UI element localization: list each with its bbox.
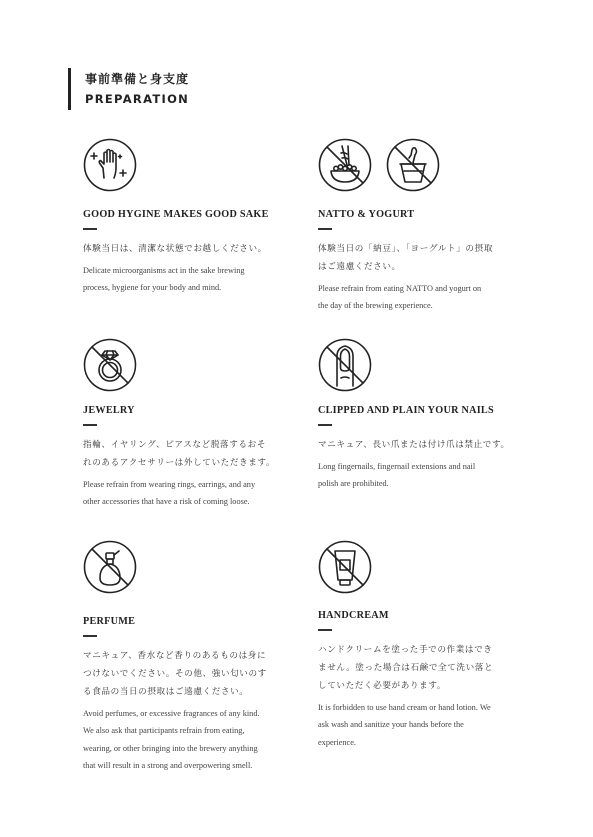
item-icons bbox=[83, 540, 293, 596]
en-line: We also ask that participants refrain from eating, bbox=[83, 726, 245, 735]
jp-line: 指輪、イヤリング、ピアスなど脱落するおそ bbox=[83, 439, 267, 450]
item-jewelry bbox=[83, 338, 288, 511]
divider bbox=[83, 635, 97, 637]
item-icons bbox=[318, 540, 518, 596]
no-yogurt-icon bbox=[386, 138, 440, 192]
item-icons bbox=[318, 338, 518, 394]
item-description-jp bbox=[83, 647, 293, 701]
jp-line: 体験当日の「納豆」、「ヨーグルト」の摂取 bbox=[318, 243, 494, 254]
item-icons bbox=[83, 138, 288, 194]
item-description-jp bbox=[318, 436, 518, 454]
jp-line: マニキュア、香水など香りのあるものは身に bbox=[83, 650, 267, 661]
no-natto-icon bbox=[318, 138, 372, 192]
en-line: Please refrain from wearing rings, earrings, and any bbox=[83, 479, 256, 489]
jp-line: 体験当日は、清潔な状態でお越しください。 bbox=[83, 243, 267, 254]
en-line: other accessories that have a risk of coming loose. bbox=[83, 497, 250, 506]
en-line: Avoid perfumes, or excessive fragrances of any kind. bbox=[83, 708, 260, 718]
item-title: PERFUME bbox=[83, 616, 136, 627]
item-description-en bbox=[83, 476, 288, 511]
item-description-en bbox=[318, 280, 518, 315]
en-line: wearing, or other bringing into the brewery anything bbox=[83, 743, 258, 753]
clean-hand-icon bbox=[83, 138, 137, 192]
section-header bbox=[68, 68, 189, 110]
divider bbox=[83, 424, 97, 426]
en-line: It is forbidden to use hand cream or hand lotion. We bbox=[318, 702, 491, 712]
en-line: Delicate microorganisms act in the sake brewing bbox=[83, 265, 245, 275]
no-perfume-icon bbox=[83, 540, 137, 594]
item-hygiene bbox=[83, 138, 288, 297]
divider bbox=[318, 228, 332, 230]
en-line: polish are prohibited. bbox=[318, 479, 389, 488]
item-title: GOOD HYGINE MAKES GOOD SAKE bbox=[83, 209, 269, 220]
item-icons bbox=[318, 138, 518, 194]
header-title-jp: 事前準備と身支度 bbox=[85, 72, 190, 86]
no-handcream-icon bbox=[318, 540, 372, 594]
item-title: HANDCREAM bbox=[318, 610, 389, 621]
item-perfume bbox=[83, 540, 293, 775]
jp-line: つけないでください。その他、強い匂いのす bbox=[83, 668, 267, 679]
en-line: Please refrain from eating NATTO and yogurt on bbox=[318, 283, 482, 293]
en-line: ask wash and sanitize your hands before the bbox=[318, 720, 464, 729]
item-description-jp bbox=[83, 240, 288, 258]
item-description-en bbox=[83, 262, 288, 297]
item-title: CLIPPED AND PLAIN YOUR NAILS bbox=[318, 405, 494, 416]
item-description-en bbox=[83, 705, 293, 775]
jp-line: ハンドクリームを塗った手での作業はでき bbox=[318, 644, 493, 655]
jp-line: マニキュア、長い爪または付け爪は禁止です。 bbox=[318, 439, 510, 450]
divider bbox=[83, 228, 97, 230]
en-line: the day of the brewing experience. bbox=[318, 301, 433, 310]
en-line: that will result in a strong and overpowering smell. bbox=[83, 761, 253, 770]
item-description-jp bbox=[318, 641, 518, 695]
item-title: NATTO & YOGURT bbox=[318, 209, 415, 220]
jp-line: れのあるアクセサリーは外していただきます。 bbox=[83, 457, 276, 468]
jp-line: はご遠慮ください。 bbox=[318, 261, 401, 272]
no-long-nails-icon bbox=[318, 338, 372, 392]
item-nails bbox=[318, 338, 518, 493]
jp-line: る食品の当日の摂取はご遠慮ください。 bbox=[83, 686, 249, 697]
divider bbox=[318, 629, 332, 631]
item-description-jp bbox=[318, 240, 518, 276]
jp-line: ません。塗った場合は石鹸で全て洗い落と bbox=[318, 662, 494, 673]
no-ring-icon bbox=[83, 338, 137, 392]
en-line: experience. bbox=[318, 737, 357, 747]
item-description-jp bbox=[83, 436, 288, 472]
en-line: process, hygiene for your body and mind. bbox=[83, 283, 222, 292]
en-line: Long fingernails, fingernail extensions and nail bbox=[318, 461, 476, 471]
item-natto-yogurt bbox=[318, 138, 518, 315]
item-description-en bbox=[318, 699, 518, 752]
header-title-en: PREPARATION bbox=[85, 92, 190, 106]
item-title: JEWELRY bbox=[83, 405, 135, 416]
item-handcream bbox=[318, 540, 518, 751]
item-description-en bbox=[318, 458, 518, 493]
jp-line: していただく必要があります。 bbox=[318, 680, 447, 691]
item-icons bbox=[83, 338, 288, 394]
divider bbox=[318, 424, 332, 426]
